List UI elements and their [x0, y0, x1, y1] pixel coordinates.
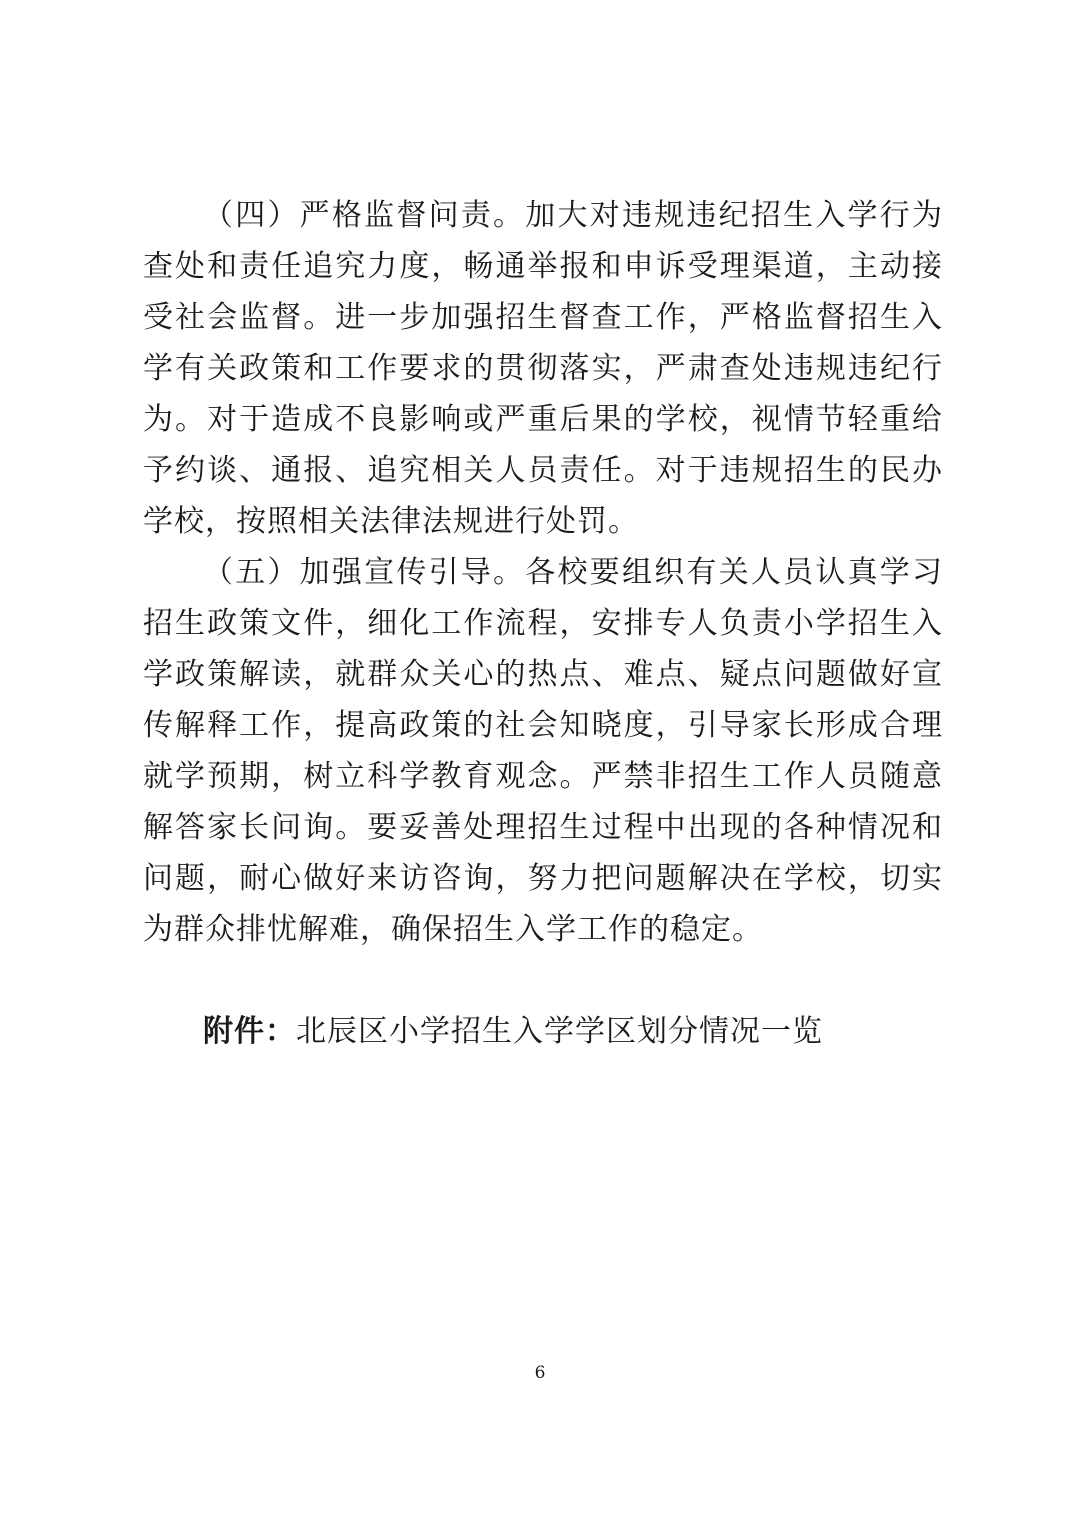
document-body [143, 190, 943, 955]
section-five-paragraph [143, 547, 943, 955]
page-number: 6 [534, 1363, 546, 1383]
section-five-body: 各校要组织有关人员认真学习招生政策文件，细化工作流程，安排专人负责小学招生入学政策解读，就群众关心的热点、难点、疑点问题做好宣传解释工作，提高政策的社会知晓度，引导家长形成合理就学预期，树立科学教育观念。严禁非招生工作人员随意解答家长问询。要妥善处理招生过程中出现的各种情况和问题，耐心做好来访咨询，努力把问题解决在学校，切实为群众排忧解难，确保招生入学工作的稳定。 [143, 555, 944, 947]
attachment-line [203, 1006, 823, 1057]
section-four-paragraph [143, 190, 943, 547]
section-four-heading: （四）严格监督问责。 [203, 198, 526, 233]
attachment-label: 附件： [203, 1014, 296, 1049]
section-four-body: 加大对违规违纪招生入学行为查处和责任追究力度，畅通举报和申诉受理渠道，主动接受社会监督。进一步加强招生督查工作，严格监督招生入学有关政策和工作要求的贯彻落实，严肃查处违规违纪行为。对于造成不良影响或严重后果的学校，视情节轻重给予约谈、通报、追究相关人员责任。对于违规招生的民办学校，按照相关法律法规进行处罚。 [143, 198, 944, 539]
section-five-heading: （五）加强宣传引导。 [203, 555, 526, 590]
attachment-title: 北辰区小学招生入学学区划分情况一览 [296, 1014, 823, 1049]
